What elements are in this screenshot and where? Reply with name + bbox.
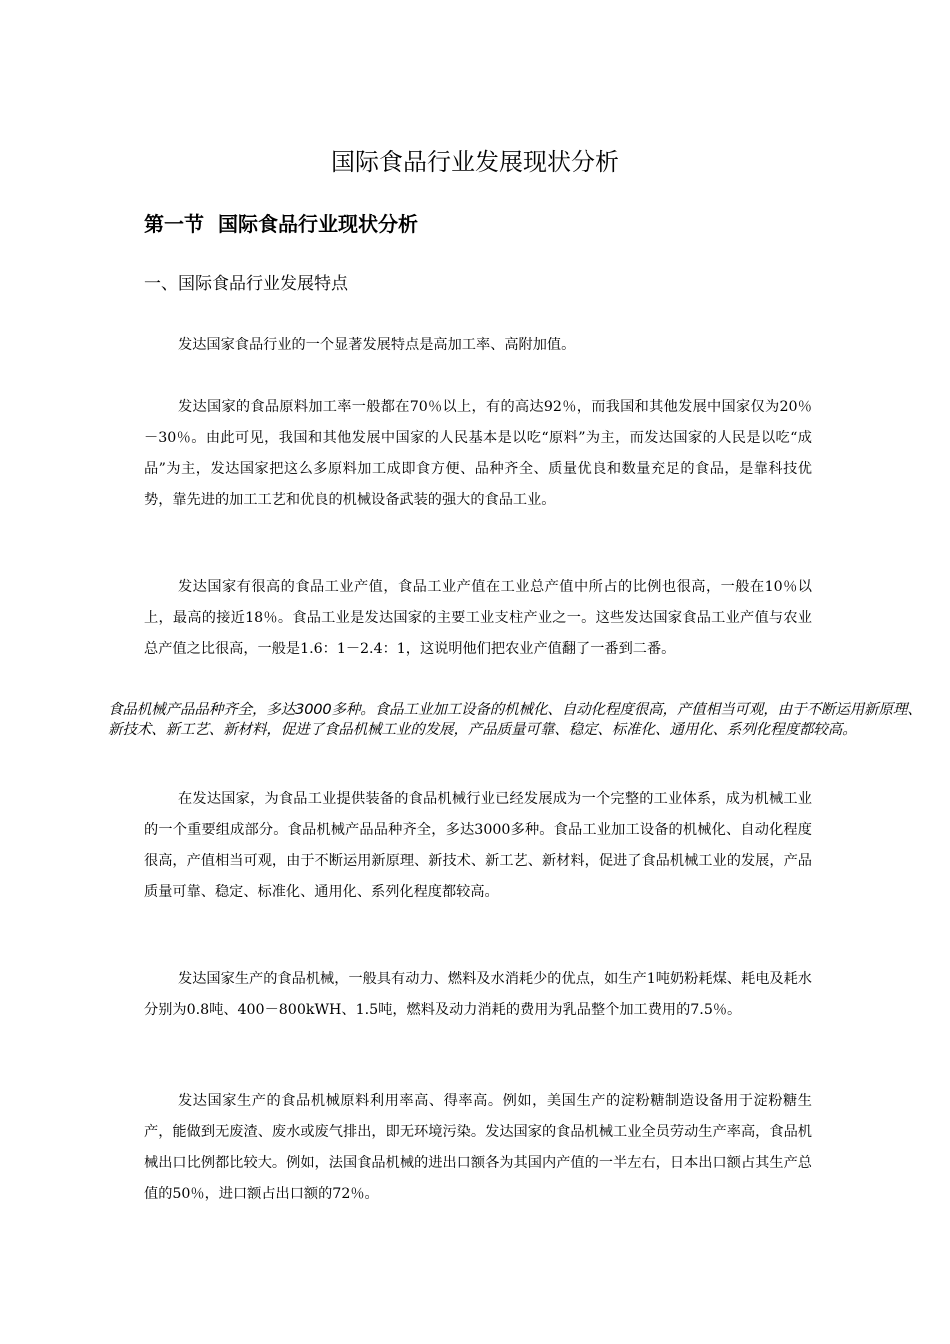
section-title: 国际食品行业现状分析 <box>218 212 418 236</box>
paragraph-1: 发达国家食品行业的一个显著发展特点是高加工率、高附加值。 <box>178 337 576 353</box>
section-heading <box>144 208 418 240</box>
paragraph-2: 发达国家的食品原料加工率一般都在70％以上，有的高达92％，而我国和其他发展中国家仅为20％－30％。由此可见，我国和其他发展中国家的人民基本是以吃“原料”为主，而发达国家的人民是以吃“成品”为主，发达国家把这么多原料加工成即食方便、品种齐全、质量优良和数量充足的食品，是靠科技优势，靠先进的加工工艺和优良的机械设备武装的强大的食品工业。 <box>144 399 812 508</box>
highlighted-callout: 食品机械产品品种齐全，多达3000多种。食品工业加工设备的机械化、自动化程度很高，产值相当可观，由于不断运用新原理、新技术、新工艺、新材料，促进了食品机械工业的发展，产品质量可靠、稳定、标准化、通用化、系列化程度都较高。 <box>108 701 922 738</box>
paragraph-3: 发达国家有很高的食品工业产值，食品工业产值在工业总产值中所占的比例也很高，一般在10％以上，最高的接近18％。食品工业是发达国家的主要工业支柱产业之一。这些发达国家食品工业产值与农业总产值之比很高，一般是1.6：1－2.4：1，这说明他们把农业产值翻了一番到二番。 <box>144 579 812 657</box>
document-title: 国际食品行业发展现状分析 <box>331 148 619 176</box>
subsection-heading: 一、国际食品行业发展特点 <box>144 274 348 294</box>
paragraph-5: 发达国家生产的食品机械，一般具有动力、燃料及水消耗少的优点，如生产1吨奶粉耗煤、耗电及耗水分别为0.8吨、400－800kWH、1.5吨，燃料及动力消耗的费用为乳品整个加工费用的7.5％。 <box>144 971 812 1018</box>
paragraph-4: 在发达国家，为食品工业提供装备的食品机械行业已经发展成为一个完整的工业体系，成为机械工业的一个重要组成部分。食品机械产品品种齐全，多达3000多种。食品工业加工设备的机械化、自动化程度很高，产值相当可观，由于不断运用新原理、新技术、新工艺、新材料，促进了食品机械工业的发展，产品质量可靠、稳定、标准化、通用化、系列化程度都较高。 <box>144 791 812 900</box>
section-number: 第一节 <box>144 212 204 236</box>
paragraph-6: 发达国家生产的食品机械原料利用率高、得率高。例如，美国生产的淀粉糖制造设备用于淀粉糖生产，能做到无废渣、废水或废气排出，即无环境污染。发达国家的食品机械工业全员劳动生产率高，食品机械出口比例都比较大。例如，法国食品机械的进出口额各为其国内产值的一半左右，日本出口额占其生产总值的50％，进口额占出口额的72％。 <box>144 1093 812 1202</box>
